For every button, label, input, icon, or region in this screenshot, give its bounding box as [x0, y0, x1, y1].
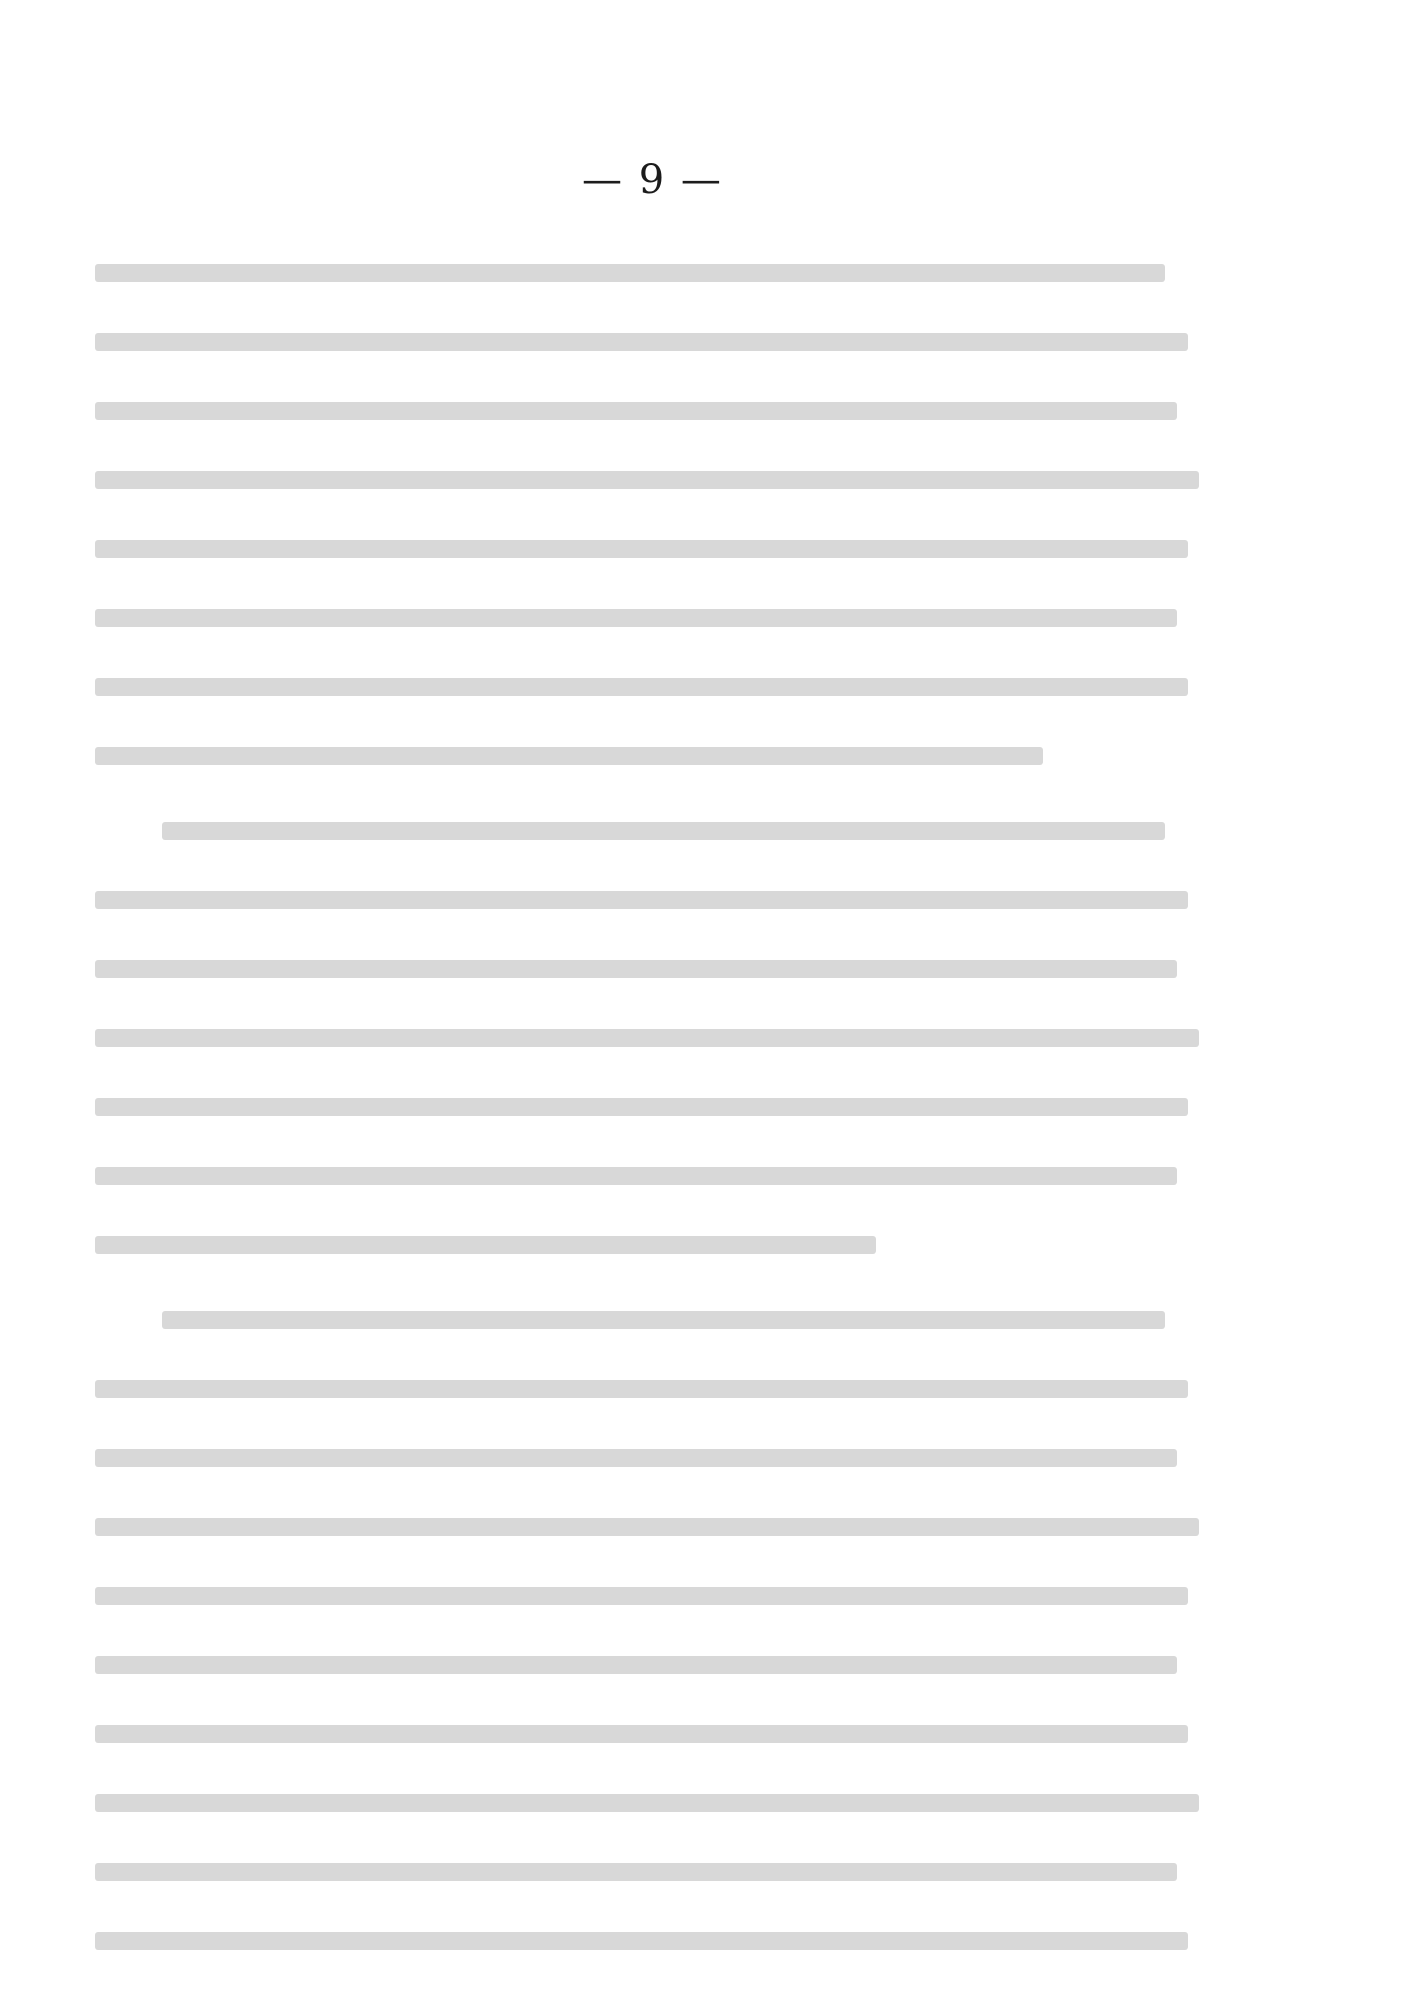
text-line-placeholder: [95, 1656, 1177, 1674]
text-line-placeholder: [162, 1311, 1166, 1329]
text-line-placeholder: [95, 1236, 876, 1254]
text-line-placeholder: [95, 1725, 1188, 1743]
text-line-placeholder: [95, 1863, 1177, 1881]
text-line-placeholder: [95, 1449, 1177, 1467]
text-line-placeholder: [95, 1587, 1188, 1605]
text-line-placeholder: [95, 471, 1199, 489]
text-line-placeholder: [95, 678, 1188, 696]
text-line-placeholder: [95, 333, 1188, 351]
text-line: [95, 1837, 1210, 1906]
text-line: [95, 1354, 1210, 1423]
text-line: [95, 1492, 1210, 1561]
text-line-placeholder: [95, 1932, 1188, 1950]
text-line-placeholder: [95, 960, 1177, 978]
text-line-placeholder: [95, 540, 1188, 558]
text-line-placeholder: [95, 1098, 1188, 1116]
text-line: [95, 796, 1210, 865]
text-line: [95, 721, 1210, 790]
text-line: [95, 307, 1210, 376]
text-line-placeholder: [95, 1380, 1188, 1398]
text-line: [95, 652, 1210, 721]
text-line: [95, 865, 1210, 934]
text-line: [95, 514, 1210, 583]
text-line: [95, 238, 1210, 307]
text-line: [95, 1699, 1210, 1768]
text-line: [95, 1210, 1210, 1279]
text-line-placeholder: [95, 1167, 1177, 1185]
text-line: [95, 1003, 1210, 1072]
paragraph-3: [95, 1285, 1210, 1975]
text-line: [95, 1141, 1210, 1210]
text-line: [95, 1768, 1210, 1837]
text-line: [95, 1561, 1210, 1630]
body-text: [95, 238, 1210, 1975]
text-line: [95, 376, 1210, 445]
text-line: [95, 445, 1210, 514]
text-line-placeholder: [95, 1029, 1199, 1047]
paragraph-2: [95, 796, 1210, 1279]
page-number: — 9 —: [582, 157, 723, 203]
text-line-placeholder: [95, 891, 1188, 909]
text-line: [95, 583, 1210, 652]
text-line: [95, 1630, 1210, 1699]
text-line-placeholder: [95, 747, 1043, 765]
text-line-placeholder: [95, 609, 1177, 627]
text-line-placeholder: [95, 1794, 1199, 1812]
text-line-placeholder: [95, 402, 1177, 420]
text-line-placeholder: [95, 264, 1165, 282]
book-page: [95, 150, 1210, 1870]
text-line-placeholder: [95, 1518, 1199, 1536]
paragraph-1: [95, 238, 1210, 790]
text-line: [95, 1285, 1210, 1354]
text-line: [95, 1906, 1210, 1975]
text-line: [95, 934, 1210, 1003]
text-line: [95, 1423, 1210, 1492]
text-line-placeholder: [162, 822, 1166, 840]
text-line: [95, 1072, 1210, 1141]
